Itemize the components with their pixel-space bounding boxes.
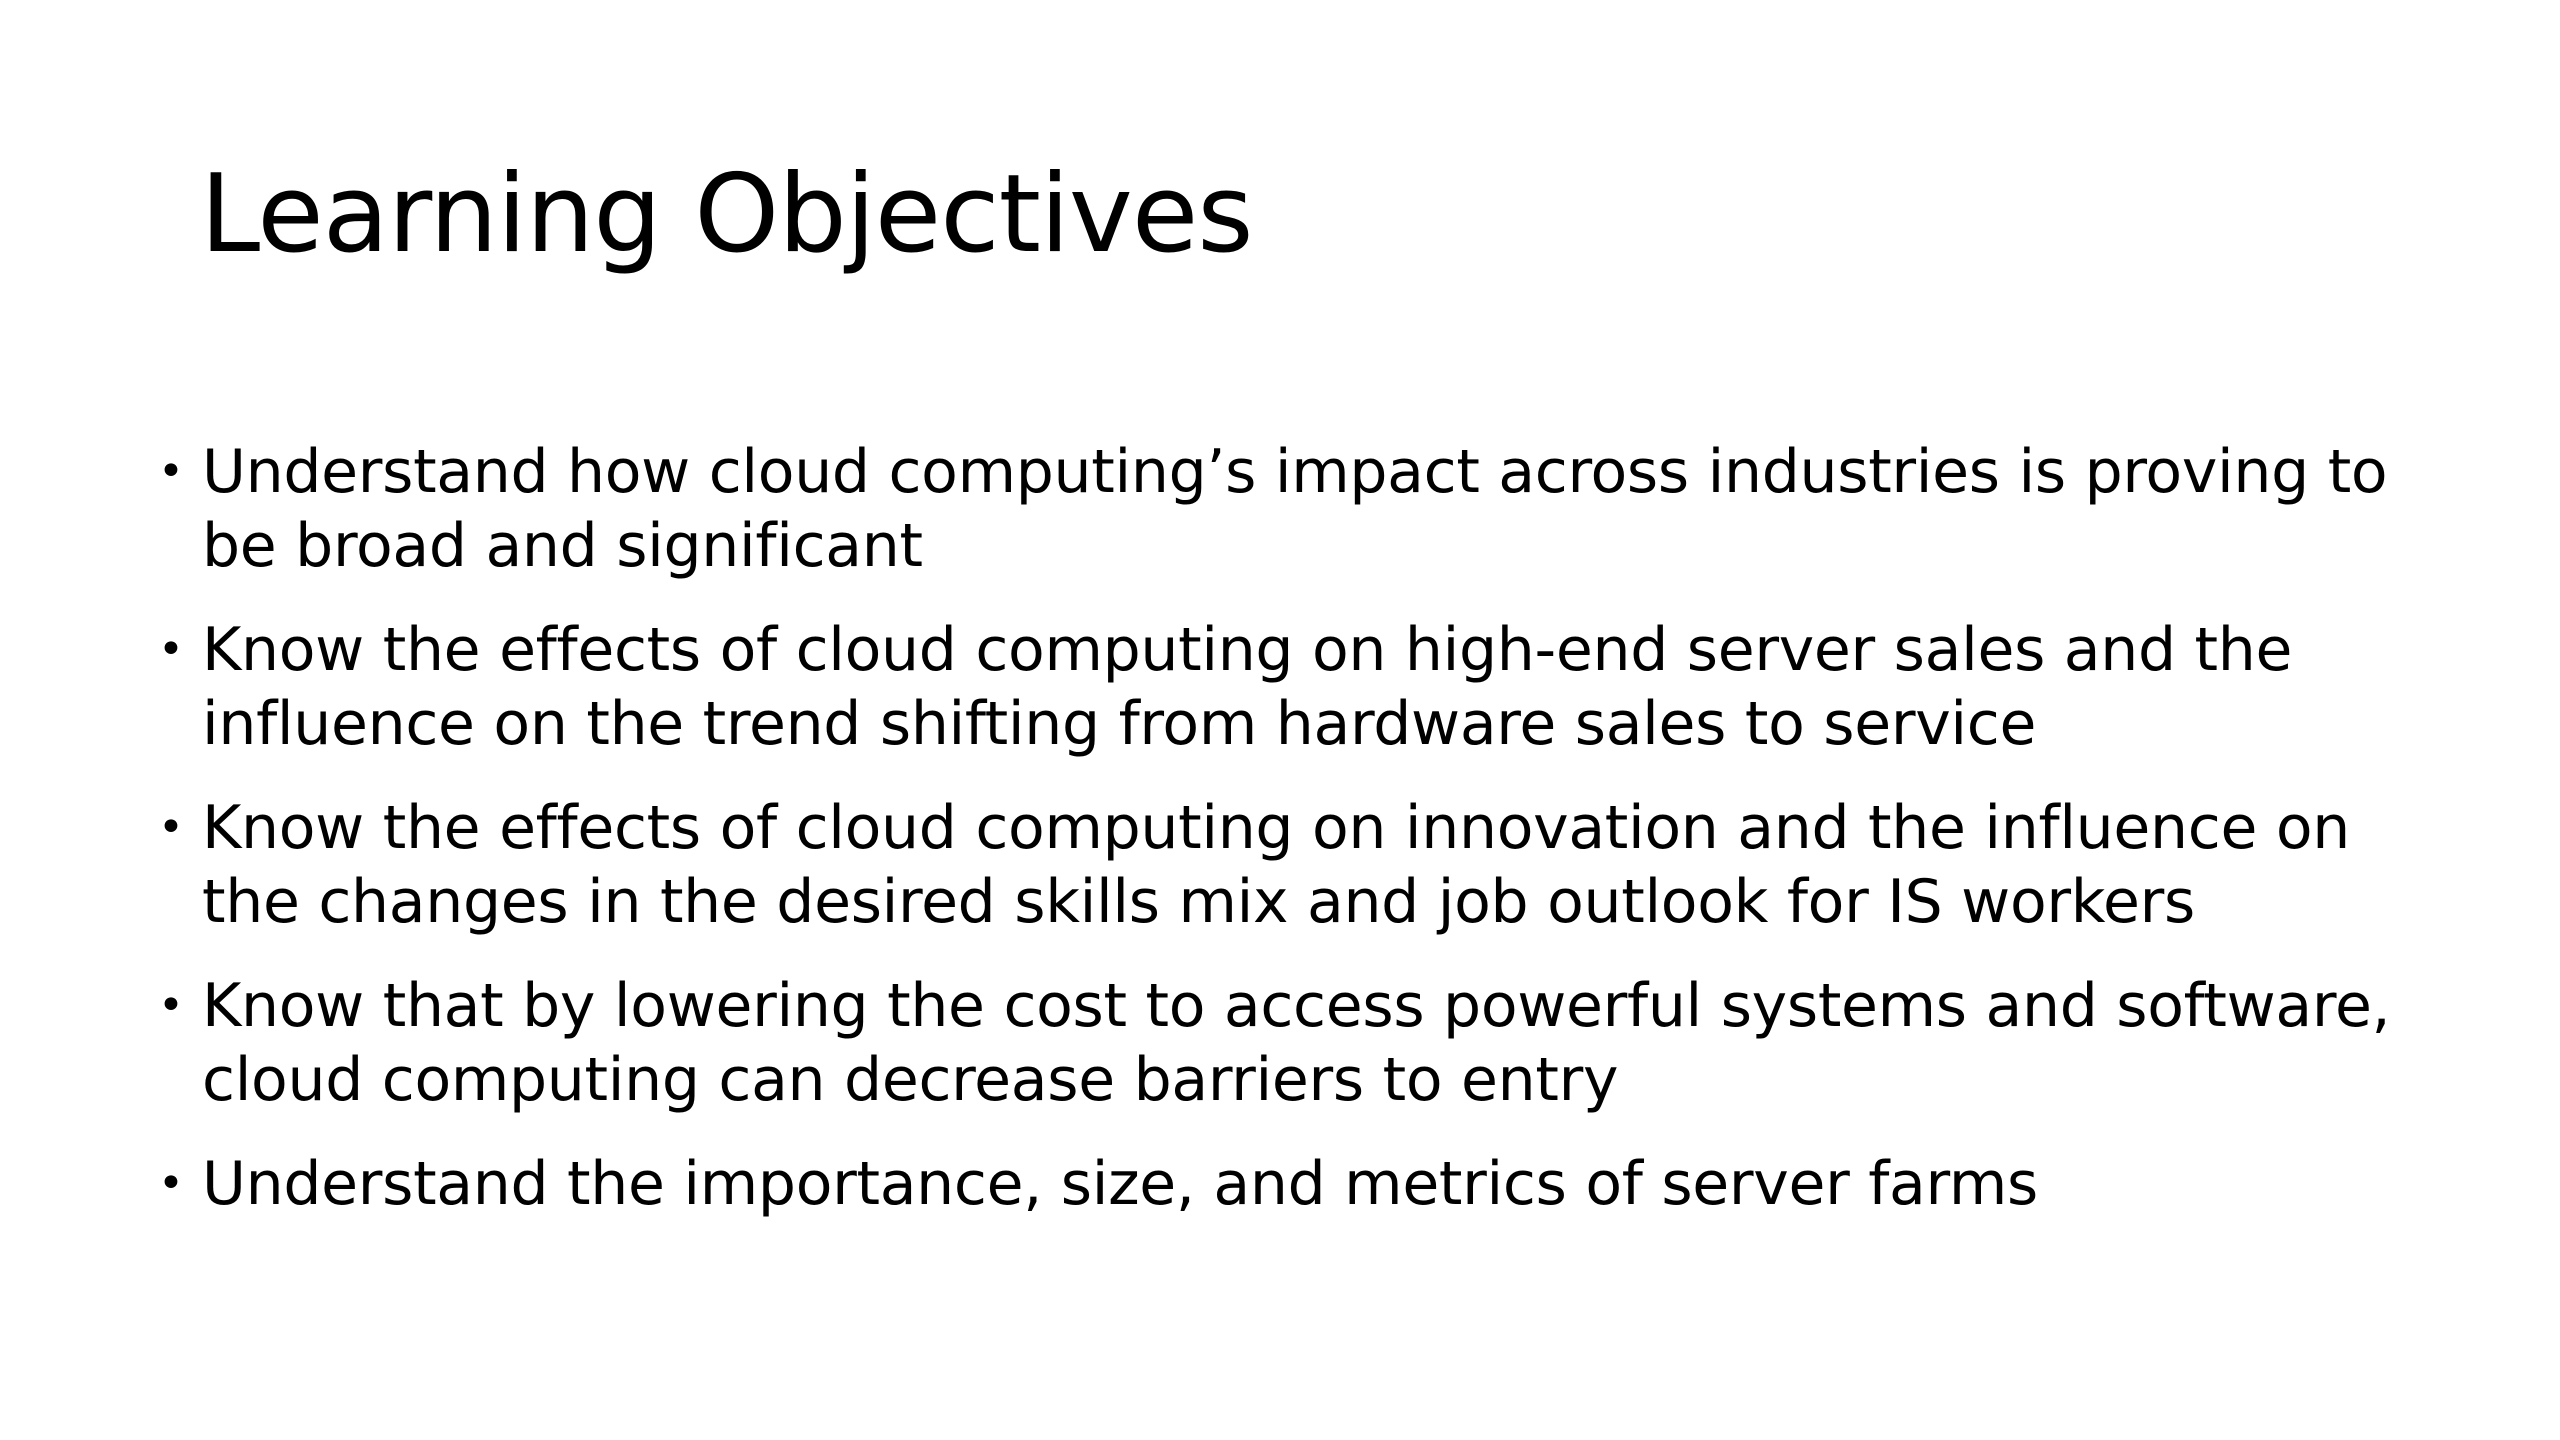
bullet-list: [150, 435, 2430, 1251]
bullet-text: Know the effects of cloud computing on innovation and the influence on the changes in the desired skills mix and job outlook for IS workers: [202, 793, 2350, 937]
bullet-text: Understand the importance, size, and metrics of server farms: [202, 1149, 2038, 1219]
bullet-dot-icon: •: [158, 980, 184, 1031]
bullet-dot-icon: •: [158, 446, 184, 497]
bullet-item: [150, 969, 2430, 1117]
bullet-text: Understand how cloud computing’s impact across industries is proving to be broad and significant: [202, 437, 2388, 581]
bullet-dot-icon: •: [158, 624, 184, 675]
bullet-item: [150, 613, 2430, 761]
slide-title: Learning Objectives: [200, 152, 1253, 277]
bullet-item: [150, 435, 2430, 583]
bullet-dot-icon: •: [158, 1158, 184, 1209]
bullet-text: Know that by lowering the cost to access powerful systems and software, cloud computing can decrease barriers to entry: [202, 971, 2391, 1115]
bullet-text: Know the effects of cloud computing on high-end server sales and the influence on the trend shifting from hardware sales to service: [202, 615, 2293, 759]
bullet-dot-icon: •: [158, 802, 184, 853]
bullet-item: [150, 1147, 2430, 1221]
bullet-item: [150, 791, 2430, 939]
